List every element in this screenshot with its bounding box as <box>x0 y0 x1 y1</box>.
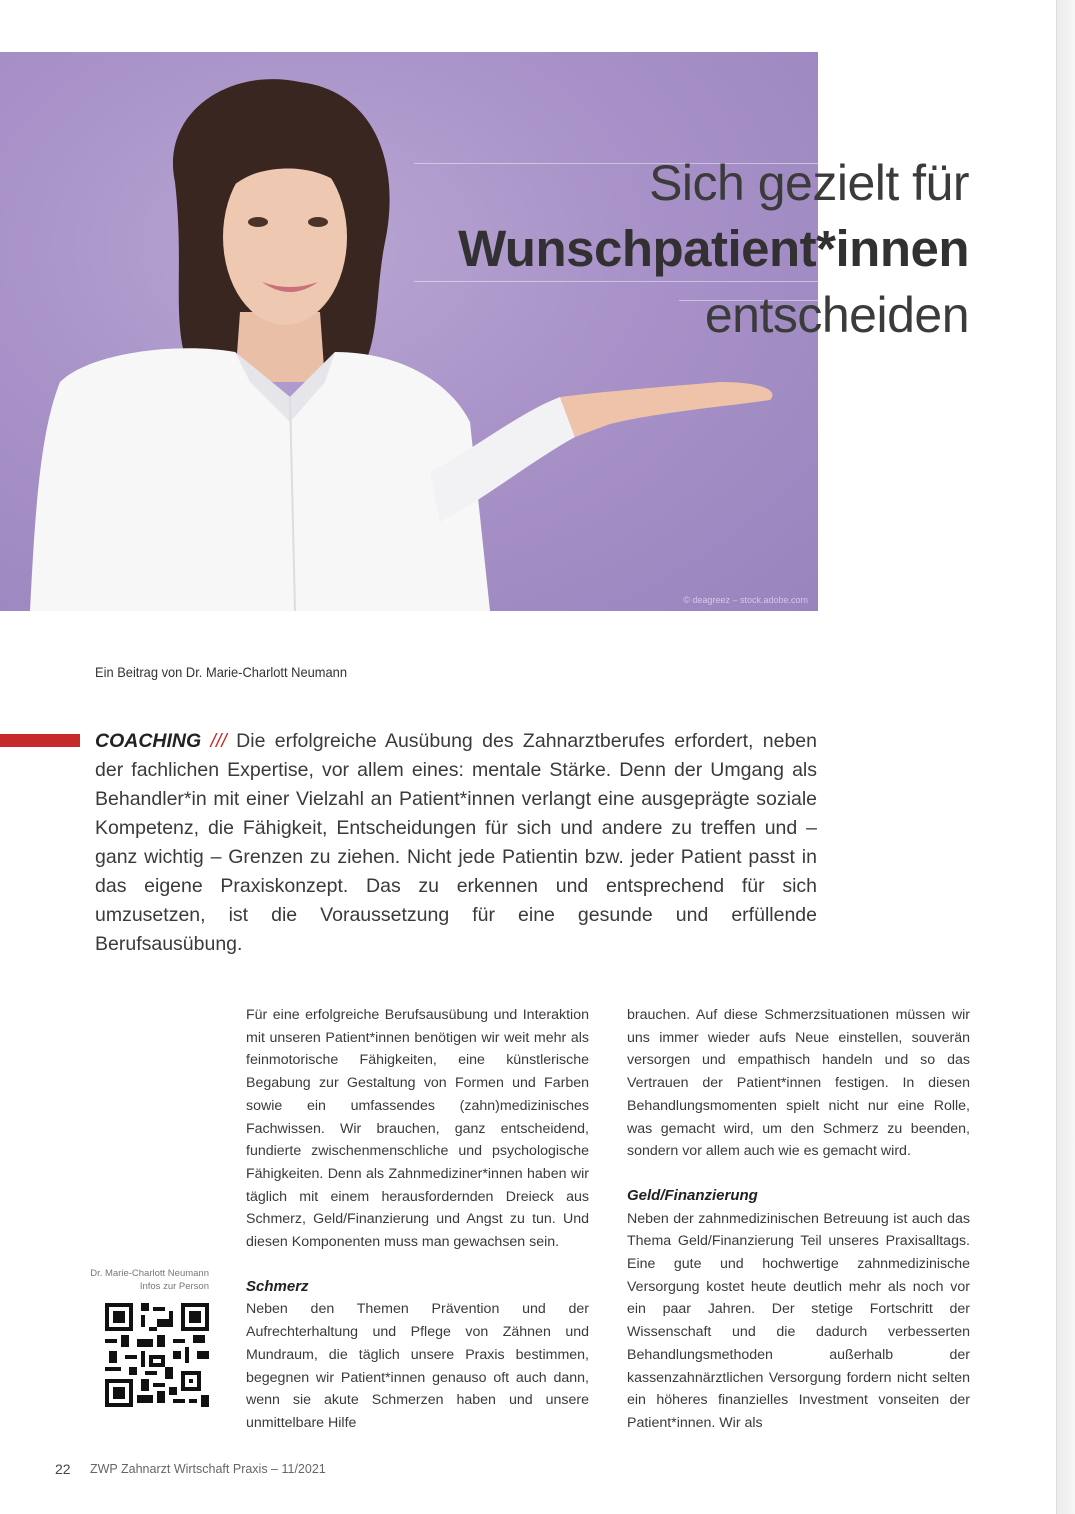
title-line-3: entscheiden <box>704 287 969 343</box>
page-edge <box>1056 0 1075 1514</box>
publication-footer: ZWP Zahnarzt Wirtschaft Praxis – 11/2021 <box>90 1462 326 1476</box>
body-column-2 <box>627 1004 970 1435</box>
title-line-2: Wunschpatient*innen <box>458 220 969 277</box>
section-kicker: COACHING <box>95 730 202 752</box>
article-title <box>458 150 969 348</box>
section-heading-schmerz: Schmerz <box>246 1277 309 1295</box>
title-line-1: Sich gezielt für <box>649 155 969 211</box>
qr-caption <box>60 1267 209 1293</box>
intro-text: Die erfolgreiche Ausübung des Zahnarztberufes erfordert, neben der fachlichen Expertise, vor allem eines: mentale Stärke. Denn der Umgang als Behandler*in mit einer Vielzahl an Patient*innen verlangt eine ausgeprägte soziale Kompetenz, die Fähigkeit, Entscheidungen für sich und andere zu treffen und – ganz wichtig – Grenzen zu ziehen. Nicht jede Patientin bzw. jeder Patient passt in das eigene Praxiskonzept. Das zu erkennen und entsprechend für sich umzusetzen, ist die Voraussetzung für eine gesunde und erfüllende Berufsausübung. <box>95 730 817 955</box>
intro-paragraph <box>95 727 817 959</box>
body-column-1 <box>246 1004 589 1435</box>
section-heading-geld: Geld/Finanzierung <box>627 1186 758 1204</box>
body-paragraph: brauchen. Auf diese Schmerzsituationen müssen wir uns immer wieder aufs Neue einstellen, souverän versorgen und empathisch handeln und so das Vertrauen der Patient*innen festigen. In diesen Behandlungsmomenten spielt nicht nur eine Rolle, was gemacht wird, um den Schmerz zu beenden, sondern vor allem auch wie es gemacht wird. <box>627 1007 970 1160</box>
qr-code[interactable] <box>105 1303 209 1407</box>
page-number: 22 <box>55 1461 71 1477</box>
body-paragraph: Für eine erfolgreiche Berufsausübung und Interaktion mit unseren Patient*innen benötigen wir weit mehr als feinmotorische Fähigkeiten, eine künstlerische Begabung zur Gestaltung von Formen und Farben sowie ein umfassendes (zahn)medizinisches Fachwissen. Wir brauchen, ganz entscheidend, fundierte zwischenmenschliche und psychologische Fähigkeiten. Denn als Zahnmediziner*innen haben wir täglich mit einem herausfordernden Dreieck aus Schmerz, Geld/Finanzierung und Angst zu tun. Und diesen Komponenten muss man gewachsen sein. <box>246 1007 589 1251</box>
qr-caption-info: Infos zur Person <box>139 1281 209 1292</box>
byline: Ein Beitrag von Dr. Marie-Charlott Neumann <box>95 664 347 680</box>
body-paragraph: Neben der zahnmedizinischen Betreuung ist auch das Thema Geld/Finanzierung Teil unseres Praxisalltags. Eine gute und hochwertige zahnmedizinische Versorgung kostet heute deutlich mehr als noch vor ein paar Jahren. Der stetige Fortschritt der Wissenschaft und die dadurch verbesserten Behandlungsmethoden außerhalb der kassenzahnärztlichen Versorgung fordern nicht selten ein höheres finanzielles Investment vonseiten der Patient*innen. Wir als <box>627 1210 970 1431</box>
qr-caption-name: Dr. Marie-Charlott Neumann <box>90 1268 209 1279</box>
body-paragraph: Neben den Themen Prävention und der Aufrechterhaltung und Pflege von Zähnen und Mundraum, die täglich unsere Praxis bestimmen, begegnen wir Patient*innen genauso oft auch dann, wenn sie akute Schmerzen haben und unsere unmittelbare Hilfe <box>246 1301 589 1431</box>
kicker-slashes: /// <box>210 730 227 752</box>
photo-credit: © deagreez – stock.adobe.com <box>683 595 808 605</box>
accent-bar <box>0 734 80 747</box>
